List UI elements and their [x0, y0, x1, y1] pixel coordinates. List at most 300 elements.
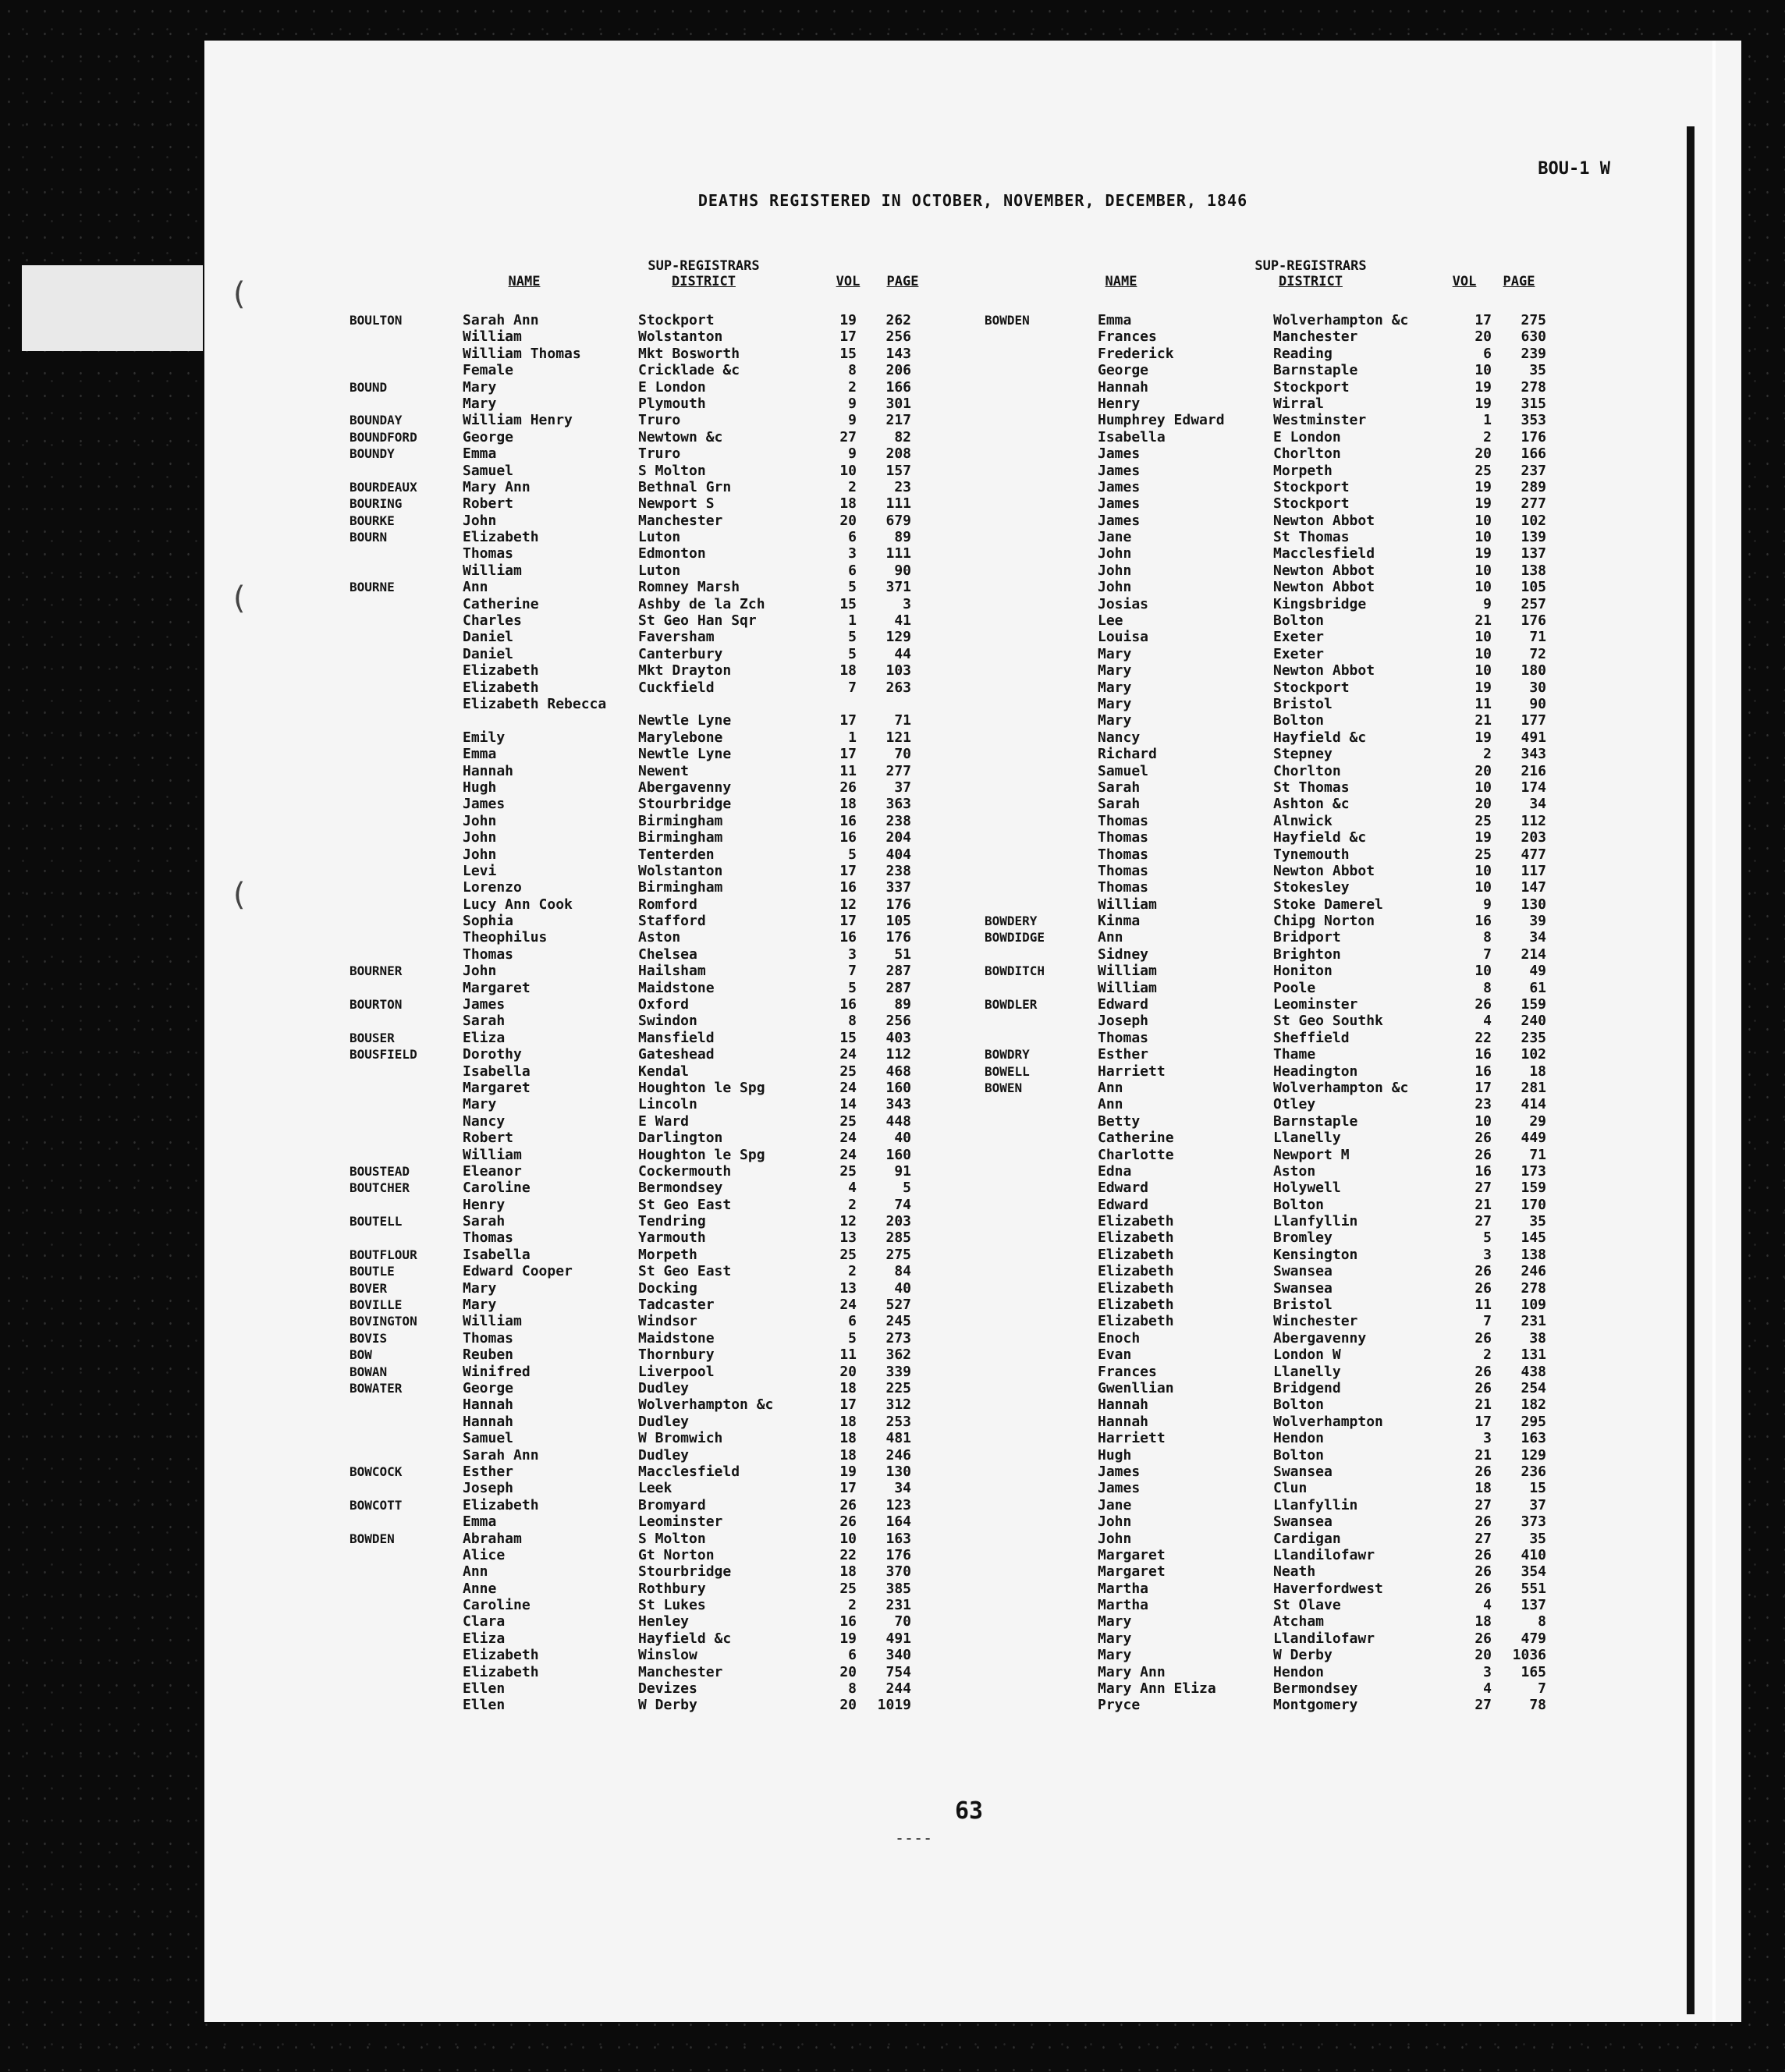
entry-page: 139: [1521, 529, 1546, 546]
entry-volume: 14: [839, 1096, 857, 1113]
entry-forename: Enoch: [1098, 1329, 1141, 1346]
entry-page: 164: [885, 1513, 911, 1531]
entry-forename: Martha: [1098, 1597, 1149, 1614]
entry-volume: 24: [839, 1146, 857, 1163]
entry-district: Luton: [638, 562, 681, 579]
entry-page: 176: [1521, 612, 1546, 630]
entry-district: Morpeth: [638, 1246, 697, 1263]
entry-volume: 26: [1474, 1130, 1492, 1147]
entry-district: Barnstaple: [1273, 1112, 1358, 1130]
entry-forename: Caroline: [463, 1597, 531, 1614]
entry-forename: Elizabeth: [1098, 1279, 1174, 1297]
entry-district: Atcham: [1273, 1613, 1325, 1630]
entry-forename: Elizabeth: [463, 1663, 539, 1680]
entry-volume: 4: [1483, 1680, 1492, 1698]
entry-page: 78: [1529, 1697, 1546, 1714]
entry-forename: Edward: [1098, 1180, 1149, 1197]
entry-volume: 24: [839, 1130, 857, 1147]
entry-page: 244: [885, 1680, 911, 1698]
entry-volume: 20: [1474, 796, 1492, 813]
entry-forename: George: [1098, 362, 1149, 379]
entry-district: Leek: [638, 1480, 672, 1497]
entry-page: 182: [1521, 1396, 1546, 1414]
entry-forename: Catherine: [463, 595, 539, 612]
entry-volume: 20: [839, 1663, 857, 1680]
entry-district: Chorlton: [1273, 445, 1341, 463]
entry-volume: 16: [839, 1613, 857, 1630]
entry-volume: 26: [1474, 1279, 1492, 1297]
entry-district: Manchester: [638, 512, 723, 529]
entry-forename: Mary: [1098, 1613, 1132, 1630]
entry-forename: Louisa: [1098, 629, 1149, 646]
entry-district: Bolton: [1273, 712, 1325, 729]
entry-forename: Evan: [1098, 1346, 1132, 1364]
entry-district: Stourbridge: [638, 796, 732, 813]
entry-page: 7: [1538, 1680, 1546, 1698]
entry-page: 278: [1521, 378, 1546, 396]
entry-page: 237: [1521, 462, 1546, 479]
entry-forename: Elizabeth: [1098, 1297, 1174, 1314]
entry-volume: 21: [1474, 612, 1492, 630]
entry-district: Luton: [638, 529, 681, 546]
entry-page: 163: [885, 1530, 911, 1547]
entry-volume: 9: [848, 445, 857, 463]
entry-district: St Geo Southk: [1273, 1013, 1383, 1030]
entry-page: 39: [1529, 913, 1546, 930]
entry-forename: Thomas: [463, 1229, 514, 1247]
entry-volume: 16: [1474, 1046, 1492, 1063]
entry-volume: 10: [839, 1530, 857, 1547]
entry-page: 246: [1521, 1263, 1546, 1280]
entry-district: Bristol: [1273, 695, 1333, 712]
entry-district: Swansea: [1273, 1263, 1333, 1280]
entry-district: Bolton: [1273, 1396, 1325, 1414]
punch-hole-icon: (: [229, 877, 249, 913]
entry-page: 89: [894, 996, 911, 1013]
entry-page: 256: [885, 328, 911, 346]
entry-district: Swansea: [1273, 1279, 1333, 1297]
entry-volume: 7: [848, 679, 857, 696]
entry-volume: 22: [839, 1546, 857, 1563]
entry-district: Yarmouth: [638, 1229, 706, 1247]
entry-forename: Robert: [463, 1130, 514, 1147]
entry-volume: 26: [1474, 1546, 1492, 1563]
entry-volume: 1: [848, 612, 857, 630]
entry-surname: BOVINGTON: [350, 1314, 417, 1329]
entry-district: Tadcaster: [638, 1297, 715, 1314]
entry-volume: 10: [1474, 645, 1492, 662]
entry-district: Swansea: [1273, 1463, 1333, 1480]
entry-page: 130: [885, 1463, 911, 1480]
entry-volume: 26: [1474, 1363, 1492, 1380]
entry-forename: James: [1098, 1463, 1141, 1480]
entry-forename: John: [1098, 579, 1132, 596]
entry-page: 41: [894, 612, 911, 630]
entry-page: 121: [885, 729, 911, 746]
entry-page: 253: [885, 1413, 911, 1430]
entry-page: 138: [1521, 1246, 1546, 1263]
entry-forename: John: [463, 812, 497, 829]
entry-district: Birmingham: [638, 829, 723, 846]
entry-page: 111: [885, 495, 911, 513]
entry-page: 373: [1521, 1513, 1546, 1531]
entry-district: Barnstaple: [1273, 362, 1358, 379]
entry-forename: Charles: [463, 612, 522, 630]
entry-forename: Pryce: [1098, 1697, 1141, 1714]
name-header: NAME: [508, 274, 541, 289]
entry-page: 30: [1529, 679, 1546, 696]
entry-volume: 6: [848, 1313, 857, 1330]
entry-volume: 19: [1474, 395, 1492, 412]
entry-district: Macclesfield: [638, 1463, 740, 1480]
entry-volume: 3: [1483, 1663, 1492, 1680]
entry-surname: BOVER: [350, 1280, 388, 1296]
entry-district: St Thomas: [1273, 529, 1350, 546]
entry-district: Dudley: [638, 1446, 690, 1464]
entry-volume: 27: [1474, 1697, 1492, 1714]
entry-forename: James: [1098, 462, 1141, 479]
entry-forename: Esther: [1098, 1046, 1149, 1063]
entry-page: 206: [885, 362, 911, 379]
entry-district: Stoke Damerel: [1273, 896, 1383, 913]
entry-district: London W: [1273, 1346, 1341, 1364]
entry-forename: Levi: [463, 862, 497, 879]
entry-district: Bridport: [1273, 929, 1341, 946]
entry-page: 70: [894, 746, 911, 763]
entry-volume: 20: [1474, 762, 1492, 779]
entry-district: Holywell: [1273, 1180, 1341, 1197]
entry-page: 527: [885, 1297, 911, 1314]
entry-district: Chelsea: [638, 946, 697, 963]
entry-forename: James: [1098, 495, 1141, 513]
entry-forename: John: [463, 829, 497, 846]
entry-volume: 18: [839, 1380, 857, 1396]
entry-district: Bolton: [1273, 612, 1325, 630]
entry-volume: 8: [1483, 979, 1492, 996]
entry-district: Truro: [638, 412, 681, 429]
entry-district: St Lukes: [638, 1597, 706, 1614]
entry-page: 176: [885, 896, 911, 913]
entry-volume: 19: [1474, 679, 1492, 696]
entry-forename: Theophilus: [463, 929, 548, 946]
entry-volume: 10: [1474, 562, 1492, 579]
entry-page: 72: [1529, 645, 1546, 662]
entry-volume: 9: [1483, 896, 1492, 913]
entry-forename: Charlotte: [1098, 1146, 1174, 1163]
entry-page: 289: [1521, 478, 1546, 495]
entry-volume: 17: [839, 913, 857, 930]
entry-volume: 17: [1474, 1413, 1492, 1430]
entry-volume: 2: [848, 1196, 857, 1213]
entry-district: Newport M: [1273, 1146, 1350, 1163]
entry-district: Canterbury: [638, 645, 723, 662]
entry-volume: 20: [1474, 445, 1492, 463]
page-number-dash: ----: [895, 1829, 933, 1847]
entry-surname: BOUNDY: [350, 446, 395, 462]
entry-district: Abergavenny: [638, 779, 732, 796]
entry-volume: 26: [1474, 1630, 1492, 1647]
entry-district: Newton Abbot: [1273, 512, 1375, 529]
entry-volume: 15: [839, 595, 857, 612]
entry-district: Devizes: [638, 1680, 697, 1698]
entry-district: Westminster: [1273, 412, 1367, 429]
entry-volume: 26: [1474, 1563, 1492, 1581]
entry-page: 403: [885, 1029, 911, 1046]
entry-page: 354: [1521, 1563, 1546, 1581]
entry-volume: 19: [1474, 378, 1492, 396]
entry-page: 137: [1521, 545, 1546, 562]
entry-volume: 17: [839, 328, 857, 346]
entry-volume: 20: [1474, 328, 1492, 346]
vol-header: VOL: [836, 274, 861, 289]
entry-surname: BOUND: [350, 379, 388, 395]
entry-surname: BOWEN: [985, 1080, 1023, 1095]
entry-district: Hayfield &c: [638, 1630, 732, 1647]
entry-page: 754: [885, 1663, 911, 1680]
entry-surname: BOWDEN: [350, 1531, 395, 1546]
entry-page: 315: [1521, 395, 1546, 412]
entry-district: Manchester: [638, 1663, 723, 1680]
entry-district: Birmingham: [638, 812, 723, 829]
entry-volume: 26: [1474, 1513, 1492, 1531]
entry-district: Ashby de la Zch: [638, 595, 765, 612]
entry-page: 147: [1521, 879, 1546, 896]
entry-district: Hayfield &c: [1273, 729, 1367, 746]
entry-volume: 26: [1474, 1329, 1492, 1346]
entry-forename: Elizabeth: [1098, 1313, 1174, 1330]
entry-forename: William: [463, 1146, 522, 1163]
entry-forename: John: [1098, 1530, 1132, 1547]
entry-surname: BOURTON: [350, 997, 403, 1013]
entry-district: Henley: [638, 1613, 690, 1630]
entry-district: Stockport: [1273, 679, 1350, 696]
entry-page: 277: [885, 762, 911, 779]
entry-page: 630: [1521, 328, 1546, 346]
entry-volume: 24: [839, 1046, 857, 1063]
entry-volume: 18: [839, 662, 857, 679]
entry-page: 131: [1521, 1346, 1546, 1364]
entry-volume: 26: [1474, 1146, 1492, 1163]
entry-page: 204: [885, 829, 911, 846]
entry-page: 468: [885, 1063, 911, 1080]
entry-page: 163: [1521, 1430, 1546, 1447]
district-header-line1: SUP-REGISTRARS: [648, 258, 760, 274]
entry-page: 44: [894, 645, 911, 662]
entry-page: 410: [1521, 1546, 1546, 1563]
entry-forename: Elizabeth: [1098, 1229, 1174, 1247]
entry-surname: BOURDEAUX: [350, 479, 417, 495]
entry-surname: BOWDLER: [985, 997, 1038, 1013]
entry-district: Bermondsey: [638, 1180, 723, 1197]
entry-district: Bolton: [1273, 1446, 1325, 1464]
entry-volume: 3: [1483, 1246, 1492, 1263]
entry-page: 29: [1529, 1112, 1546, 1130]
entry-forename: Mary: [463, 378, 497, 396]
entry-page: 491: [885, 1630, 911, 1647]
entry-district: Mkt Bosworth: [638, 345, 740, 362]
district-header: DISTRICT: [1279, 274, 1343, 289]
entry-district: Newtle Lyne: [638, 746, 732, 763]
entry-page: 37: [1529, 1496, 1546, 1513]
entry-volume: 12: [839, 896, 857, 913]
entry-volume: 19: [839, 312, 857, 328]
entry-volume: 5: [848, 1329, 857, 1346]
entry-volume: 11: [839, 1346, 857, 1364]
entry-page: 231: [885, 1597, 911, 1614]
entry-forename: Mary: [463, 1096, 497, 1113]
entry-surname: BOWDIDGE: [985, 930, 1045, 946]
vol-header: VOL: [1452, 274, 1477, 289]
entry-page: 256: [885, 1013, 911, 1030]
entry-volume: 4: [1483, 1597, 1492, 1614]
entry-volume: 25: [839, 1112, 857, 1130]
entry-district: Rothbury: [638, 1580, 706, 1597]
entry-volume: 17: [839, 746, 857, 763]
entry-forename: Elizabeth: [463, 662, 539, 679]
entry-district: E London: [638, 378, 706, 396]
entry-volume: 17: [839, 712, 857, 729]
entry-forename: Lee: [1098, 612, 1123, 630]
entry-forename: Thomas: [1098, 879, 1149, 896]
entry-volume: 4: [1483, 1013, 1492, 1030]
entry-forename: William: [1098, 979, 1157, 996]
entry-forename: Edna: [1098, 1162, 1132, 1180]
entry-forename: Sarah: [463, 1213, 506, 1230]
entry-volume: 26: [1474, 1580, 1492, 1597]
entry-forename: Dorothy: [463, 1046, 522, 1063]
entry-forename: John: [1098, 562, 1132, 579]
entry-surname: BOWCOTT: [350, 1497, 403, 1513]
entry-volume: 5: [848, 979, 857, 996]
entry-forename: Emma: [463, 1513, 497, 1531]
entry-forename: James: [1098, 478, 1141, 495]
entry-district: Exeter: [1273, 629, 1325, 646]
entry-forename: Elizabeth: [463, 1496, 539, 1513]
entry-forename: Emma: [463, 746, 497, 763]
entry-page: 145: [1521, 1229, 1546, 1247]
entry-volume: 5: [848, 846, 857, 863]
entry-page: 38: [1529, 1329, 1546, 1346]
page-reference: BOU-1 W: [1538, 159, 1610, 179]
entry-volume: 2: [848, 378, 857, 396]
entry-volume: 4: [848, 1180, 857, 1197]
entry-page: 159: [1521, 1180, 1546, 1197]
entry-district: Aston: [1273, 1162, 1316, 1180]
entry-district: St Olave: [1273, 1597, 1341, 1614]
entry-forename: James: [463, 996, 506, 1013]
entry-forename: James: [463, 796, 506, 813]
entry-volume: 18: [839, 1430, 857, 1447]
entry-page: 180: [1521, 662, 1546, 679]
entry-volume: 7: [848, 963, 857, 980]
entry-page: 257: [1521, 595, 1546, 612]
entry-page: 137: [1521, 1597, 1546, 1614]
entry-page: 117: [1521, 862, 1546, 879]
entry-volume: 5: [848, 629, 857, 646]
entry-district: Ashton &c: [1273, 796, 1350, 813]
entry-volume: 2: [1483, 1346, 1492, 1364]
entry-page: 217: [885, 412, 911, 429]
entry-district: Wolstanton: [638, 328, 723, 346]
entry-forename: Emily: [463, 729, 506, 746]
entry-page: 143: [885, 345, 911, 362]
entry-district: Wolverhampton: [1273, 1413, 1383, 1430]
entry-forename: Mary Ann: [1098, 1663, 1166, 1680]
entry-district: Montgomery: [1273, 1697, 1358, 1714]
entry-forename: Thomas: [1098, 829, 1149, 846]
entry-forename: Margaret: [463, 1079, 531, 1096]
entry-volume: 27: [1474, 1180, 1492, 1197]
entry-forename: Elizabeth: [463, 1647, 539, 1664]
entry-page: 273: [885, 1329, 911, 1346]
entry-volume: 24: [839, 1297, 857, 1314]
entry-forename: Nancy: [1098, 729, 1141, 746]
entry-volume: 5: [848, 645, 857, 662]
entry-volume: 2: [1483, 428, 1492, 445]
entry-district: Llandilofawr: [1273, 1630, 1375, 1647]
entry-volume: 25: [839, 1580, 857, 1597]
entry-district: Newent: [638, 762, 690, 779]
entry-forename: Mary: [1098, 695, 1132, 712]
entry-district: Newport S: [638, 495, 715, 513]
entry-forename: Thomas: [1098, 1029, 1149, 1046]
entry-district: Llanfyllin: [1273, 1496, 1358, 1513]
entry-page: 385: [885, 1580, 911, 1597]
entry-page: 90: [1529, 695, 1546, 712]
entry-district: Newton Abbot: [1273, 862, 1375, 879]
entry-forename: George: [463, 428, 514, 445]
entry-volume: 16: [1474, 1162, 1492, 1180]
entry-volume: 18: [839, 1413, 857, 1430]
entry-page: 438: [1521, 1363, 1546, 1380]
entry-page: 89: [894, 529, 911, 546]
entry-forename: Elizabeth: [1098, 1263, 1174, 1280]
name-header: NAME: [1105, 274, 1137, 289]
entry-district: Newton Abbot: [1273, 579, 1375, 596]
entry-forename: Harriett: [1098, 1063, 1166, 1080]
entry-page: 339: [885, 1363, 911, 1380]
entry-page: 353: [1521, 412, 1546, 429]
entry-volume: 10: [839, 462, 857, 479]
entry-district: Mansfield: [638, 1029, 715, 1046]
entry-volume: 2: [848, 1597, 857, 1614]
entry-page: 82: [894, 428, 911, 445]
entry-district: Swindon: [638, 1013, 697, 1030]
entry-forename: Daniel: [463, 629, 514, 646]
entry-page: 203: [1521, 829, 1546, 846]
entry-district: Tendring: [638, 1213, 706, 1230]
entry-page: 277: [1521, 495, 1546, 513]
entry-district: Dudley: [638, 1380, 690, 1396]
entry-page: 337: [885, 879, 911, 896]
entry-surname: BOUSFIELD: [350, 1047, 417, 1063]
entry-surname: BOUSER: [350, 1030, 395, 1045]
entry-surname: BOURNE: [350, 580, 395, 595]
entry-district: Hendon: [1273, 1663, 1325, 1680]
entry-page: 176: [1521, 428, 1546, 445]
entry-district: Faversham: [638, 629, 715, 646]
entry-volume: 6: [1483, 345, 1492, 362]
entry-volume: 5: [848, 579, 857, 596]
entry-district: Gt Norton: [638, 1546, 715, 1563]
entry-surname: BOWDITCH: [985, 963, 1045, 979]
entry-page: 74: [894, 1196, 911, 1213]
entry-district: Stockport: [1273, 478, 1350, 495]
entry-page: 263: [885, 679, 911, 696]
entry-volume: 18: [839, 1563, 857, 1581]
entry-forename: Henry: [463, 1196, 506, 1213]
entry-forename: Thomas: [463, 946, 514, 963]
